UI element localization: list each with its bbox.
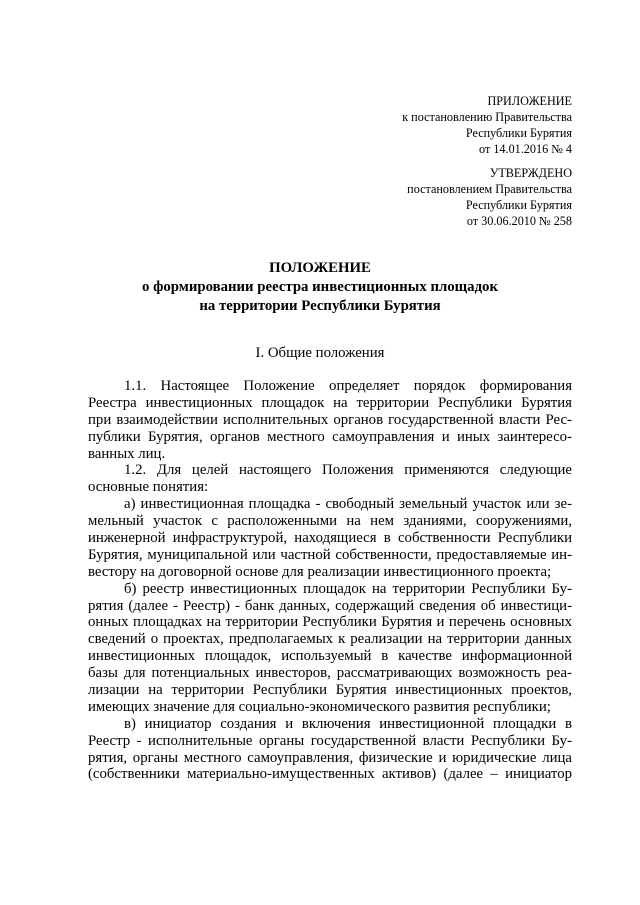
body-line: б) реестр инвестиционных площадок на территории Республики Бу- bbox=[124, 580, 572, 597]
body-line: ванных лиц. bbox=[88, 445, 166, 462]
document-title: ПОЛОЖЕНИЕ bbox=[269, 260, 371, 276]
approved-block bbox=[407, 165, 572, 229]
body-line: Реестр - исполнительные органы государственной власти Республики Бу- bbox=[88, 732, 572, 749]
body-line: онных площадках на территории Республики Бурятия и перечень основных bbox=[88, 614, 572, 631]
body-line: Бурятия, муниципальной или частной собственности, предоставляемые ин- bbox=[88, 546, 572, 563]
body-line: сведений о проектах, предполагаемых к реализации на территории данных bbox=[88, 631, 572, 648]
approved-line: постановлением Правительства bbox=[407, 182, 572, 196]
approved-heading: УТВЕРЖДЕНО bbox=[489, 166, 572, 180]
appendix-block bbox=[402, 93, 572, 157]
appendix-date: от 14.01.2016 № 4 bbox=[479, 142, 572, 156]
body-line: вестору на договорной основе для реализации инвестиционного проекта; bbox=[88, 563, 552, 580]
body-line: имеющих значение для социально-экономического развития республики; bbox=[88, 698, 551, 715]
appendix-line: к постановлению Правительства bbox=[402, 110, 572, 124]
body-line: 1.1. Настоящее Положение определяет порядок формирования bbox=[124, 378, 572, 394]
body-line: при взаимодействии исполнительных органов государственной власти Рес- bbox=[88, 411, 572, 428]
body-line: (собственники материально-имущественных активов) (далее – инициатор bbox=[88, 766, 572, 783]
section-heading: I. Общие положения bbox=[255, 345, 385, 361]
appendix-line: Республики Бурятия bbox=[465, 126, 572, 140]
body-line: базы для потенциальных инвесторов, рассматривающих возможность реа- bbox=[88, 665, 572, 682]
body-line: лизации на территории Республики Бурятия инвестиционных проектов, bbox=[88, 682, 572, 699]
document-body bbox=[88, 378, 572, 783]
document-subtitle-line: на территории Республики Бурятия bbox=[199, 298, 441, 314]
body-line: инвестиционных площадок, используемый в качестве информационной bbox=[88, 648, 572, 665]
body-line: в) инициатор создания и включения инвестиционной площадки в bbox=[124, 715, 572, 732]
body-line: Реестра инвестиционных площадок на территории Республики Бурятия bbox=[88, 394, 572, 411]
approved-line: Республики Бурятия bbox=[465, 198, 572, 212]
body-line: рятия (далее - Реестр) - банк данных, содержащий сведения об инвестици- bbox=[88, 597, 572, 614]
appendix-heading: ПРИЛОЖЕНИЕ bbox=[487, 94, 572, 108]
body-line: публики Бурятия, органов местного самоуправления и иных заинтересо- bbox=[88, 428, 572, 445]
approved-date: от 30.06.2010 № 258 bbox=[466, 214, 572, 228]
body-line: мельный участок с расположенными на нем зданиями, сооружениями, bbox=[88, 513, 572, 530]
body-line: рятия, органы местного самоуправления, физические и юридические лица bbox=[88, 749, 572, 766]
document-subtitle-line: о формировании реестра инвестиционных площадок bbox=[142, 279, 498, 295]
body-line: а) инвестиционная площадка - свободный земельный участок или зе- bbox=[124, 496, 572, 513]
body-line: 1.2. Для целей настоящего Положения применяются следующие bbox=[124, 462, 572, 479]
body-line: основные понятия: bbox=[88, 479, 209, 496]
body-line: инженерной инфраструктурой, находящиеся в собственности Республики bbox=[88, 530, 572, 547]
